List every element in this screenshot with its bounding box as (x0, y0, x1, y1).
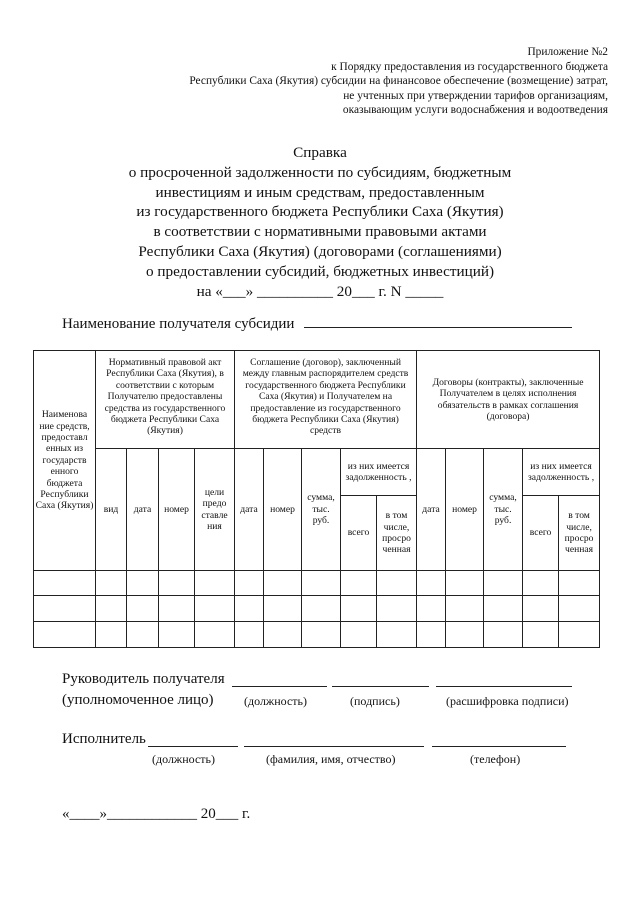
col-group-agreement: Соглашение (договор), заключенный между главным распорядителем средств государственного бюджета Республики Саха (Якутия) и Получателем на предоставление из государственного бюджета Республики Саха (Якутия) средств (235, 351, 417, 449)
title-line: о предоставлении субсидий, бюджетных инвестиций) (145, 262, 495, 280)
appendix-line: оказывающим услуги водоснабжения и водоотведения (342, 104, 608, 117)
col-agr-debt: из них имеется задолженность , (341, 449, 417, 496)
title-line: в соответствии с нормативными правовыми актами (153, 223, 487, 241)
recipient-label: Наименование получателя субсидии (62, 316, 295, 332)
col-act-purpose: цели предо ставле ния (195, 449, 235, 571)
col-con-date: дата (417, 449, 446, 571)
document-title (0, 143, 640, 301)
recipient-name-field[interactable] (304, 313, 572, 328)
col-act-type: вид (96, 449, 127, 571)
title-line: из государственного бюджета Республики Саха (Якутия) (136, 203, 504, 221)
col-agr-sum: сумма, тыс. руб. (302, 449, 341, 571)
executor-label: Исполнитель (62, 731, 146, 747)
executor-position-field[interactable] (148, 732, 238, 747)
head-decoding-caption: (расшифровка подписи) (446, 694, 569, 708)
col-group-legal-act: Нормативный правовой акт Республики Саха (Якутия), в соответствии с которым Получателю предоставлены средства из государственного бюджета Республики Саха (Якутия) (96, 351, 235, 449)
col-agr-date: дата (235, 449, 264, 571)
head-position-caption: (должность) (244, 694, 307, 708)
debt-table (33, 350, 600, 648)
col-agr-number: номер (264, 449, 302, 571)
col-act-date: дата (127, 449, 159, 571)
title-line: на «___» __________ 20___ г. N _____ (196, 282, 444, 300)
appendix-block (48, 45, 608, 118)
col-agr-debt-overdue: в том числе, просро ченная (377, 496, 417, 571)
appendix-line: Республики Саха (Якутия) субсидии на финансовое обеспечение (возмещение) затрат, (189, 75, 608, 88)
head-name-field[interactable] (436, 672, 572, 687)
date-line: «____»____________ 20___ г. (62, 806, 251, 822)
title-line: Республики Саха (Якутия) (договорами (соглашениями) (138, 242, 502, 260)
title-line: Справка (293, 144, 347, 161)
head-signature-caption: (подпись) (350, 694, 400, 708)
col-con-debt-overdue: в том числе, просро ченная (559, 496, 600, 571)
appendix-line: к Порядку предоставления из государственного бюджета (331, 60, 608, 73)
executor-fio-field[interactable] (244, 732, 424, 747)
col-con-debt-total: всего (523, 496, 559, 571)
col-funds-name: Наименова ние средств, предоставл енных из государств енного бюджета Республики Саха (Якутия) (34, 351, 96, 571)
executor-position-caption: (должность) (152, 752, 215, 766)
title-line: о просроченной задолженности по субсидиям, бюджетным (128, 163, 512, 181)
head-signature-field[interactable] (332, 672, 429, 687)
appendix-line: не учтенных при утверждении тарифов организациям, (343, 89, 608, 102)
recipient-row (62, 313, 572, 333)
head-sub-label: (уполномоченное лицо) (62, 692, 214, 708)
executor-phone-caption: (телефон) (470, 752, 521, 766)
executor-phone-field[interactable] (432, 732, 566, 747)
col-group-contracts: Договоры (контракты), заключенные Получателем в целях исполнения обязательств в рамках соглашения (договора) (417, 351, 600, 449)
head-position-field[interactable] (232, 672, 327, 687)
head-label: Руководитель получателя (62, 671, 225, 687)
col-agr-debt-total: всего (341, 496, 377, 571)
col-con-debt: из них имеется задолженность , (523, 449, 600, 496)
table-row (34, 596, 600, 622)
appendix-line: Приложение №2 (527, 46, 608, 58)
table-row (34, 622, 600, 648)
executor-fio-caption: (фамилия, имя, отчество) (266, 752, 396, 766)
col-act-number: номер (159, 449, 195, 571)
table-row (34, 571, 600, 596)
title-line: инвестициям и иным средствам, предоставленным (155, 183, 485, 201)
col-con-sum: сумма, тыс. руб. (484, 449, 523, 571)
col-con-number: номер (446, 449, 484, 571)
